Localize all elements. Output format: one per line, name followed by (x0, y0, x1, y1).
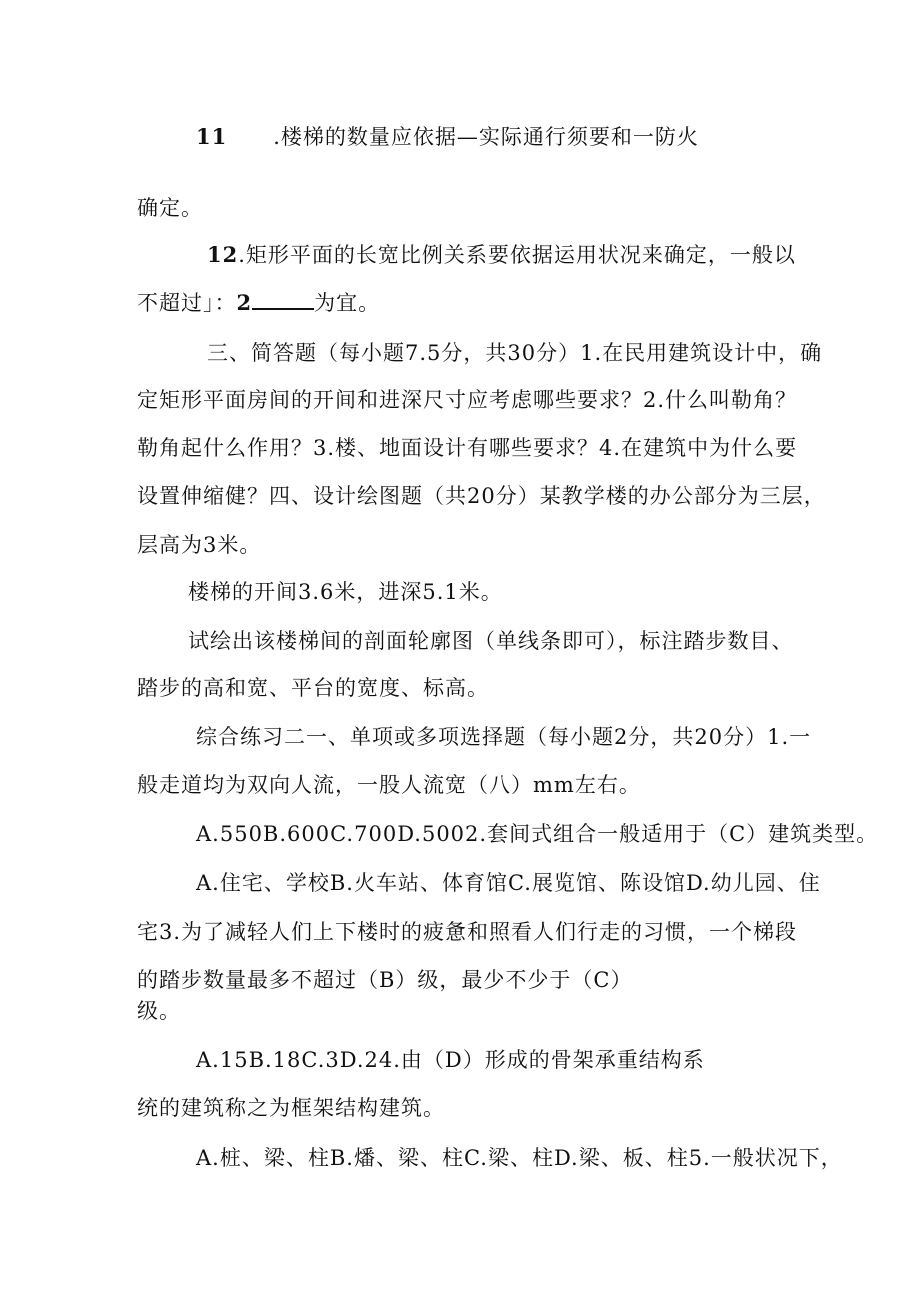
drawing-task-line-2: 踏步的高和宽、平台的宽度、标高。 (137, 676, 489, 700)
question-number: 12 (207, 242, 239, 267)
text-prefix: 不超过」： (137, 291, 237, 315)
question-11 (196, 122, 699, 152)
ratio-number: 2 (236, 290, 253, 315)
question-11-continuation: 确定。 (137, 196, 203, 220)
question-12 (207, 240, 796, 270)
stair-dimensions: 楼梯的开间3.6米，进深5.1米。 (188, 580, 503, 604)
question-2-options-line-4: 级。 (137, 999, 181, 1023)
section-3-line-2: 定矩形平面房间的开间和进深尺寸应考虑哪些要求？2.什么叫勒角？ (137, 388, 798, 412)
question-2-options-line-1: A.住宅、学校B.火车站、体育馆C.展览馆、陈设馆D.幼儿园、住 (196, 871, 821, 895)
question-text: .楼梯的数量应依据—实际通行须要和一防火 (273, 125, 699, 149)
question-2-options-line-2: 宅3.为了减轻人们上下楼时的疲惫和照看人们行走的习惯，一个梯段 (137, 920, 798, 944)
question-1-options: A.550B.600C.700D.5002.套间式组合一般适用于（C）建筑类型。 (196, 822, 879, 846)
question-number: 11 (196, 124, 228, 149)
section-3-line-1: 三、简答题（每小题7.5分，共30分）1.在民用建筑设计中，确 (207, 341, 823, 365)
question-text: .矩形平面的长宽比例关系要依据运用状况来确定，一般以 (238, 243, 796, 267)
section-3-line-3: 勒角起什么作用？3.楼、地面设计有哪些要求？4.在建筑中为什么要 (137, 436, 798, 460)
exercise-2-line-1: 综合练习二一、单项或多项选择题（每小题2分，共20分）1.一 (196, 725, 812, 749)
question-2-options-line-3: 的踏步数量最多不超过（B）级，最少不少于（C） (137, 968, 633, 992)
exercise-2-line-2: 般走道均为双向人流，一股人流宽（八）mm左右。 (137, 773, 641, 797)
drawing-task-line-1: 试绘出该楼梯间的剖面轮廓图（单线条即可），标注踏步数目、 (188, 629, 794, 653)
question-3-options-line-1: A.15B.18C.3D.24.由（D）形成的骨架承重结构系 (196, 1048, 705, 1072)
question-3-options-line-2: 统的建筑称之为框架结构建筑。 (137, 1096, 445, 1120)
question-4-options-line-1: A.桩、梁、柱B.燔、梁、柱C.梁、柱D.梁、板、柱5.一般状况下， (196, 1146, 843, 1170)
fill-blank (252, 288, 314, 310)
question-12-continuation (137, 288, 380, 318)
text-suffix: 为宜。 (314, 291, 381, 315)
section-3-line-4: 设置伸缩健？四、设计绘图题（共20分）某教学楼的办公部分为三层， (137, 484, 826, 508)
section-3-line-5: 层高为3米。 (137, 533, 262, 557)
